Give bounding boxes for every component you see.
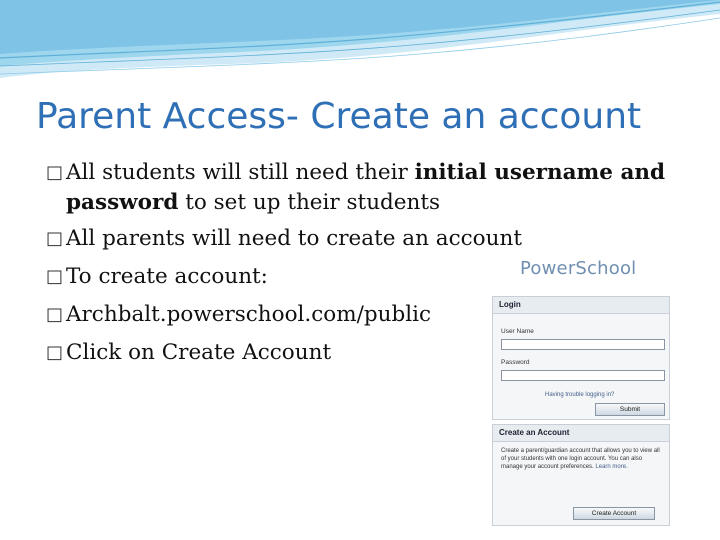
powerschool-screenshot (492, 258, 670, 526)
bullet-marker-icon: □ (46, 342, 64, 363)
bullet-marker-icon: □ (46, 162, 64, 183)
bullet-text-continued: to set up their students (178, 190, 441, 215)
create-account-panel (492, 424, 670, 526)
bullet-bold-text: initial username and password (66, 160, 666, 215)
powerschool-logo: PowerSchool (520, 258, 637, 279)
create-account-button[interactable]: Create Account (573, 507, 655, 520)
bullet-text: All parents will need to create an account (66, 226, 522, 251)
learn-more-link[interactable]: Learn more. (595, 464, 628, 470)
bullet-marker-icon: □ (46, 304, 64, 325)
bullet-text: All students will still need their (66, 160, 415, 185)
bullet-marker-icon: □ (46, 228, 64, 249)
bullet-text: Click on Create Account (66, 340, 332, 365)
bullet-item (46, 158, 686, 218)
create-account-description-text: Create a parent/guardian account that allows you to view all of your students with one login account. You can also manage your account preferences. (501, 448, 660, 470)
create-account-heading: Create an Account (493, 425, 669, 442)
create-account-description (501, 447, 661, 471)
slide-title: Parent Access- Create an account (36, 96, 642, 137)
password-input[interactable] (501, 370, 665, 381)
username-input[interactable] (501, 339, 665, 350)
header-wave-decoration (0, 0, 720, 90)
bullet-item (46, 224, 686, 254)
password-label: Password (501, 359, 530, 366)
bullet-text: Archbalt.powerschool.com/public (66, 302, 432, 327)
bullet-marker-icon: □ (46, 266, 64, 287)
trouble-logging-in-link[interactable]: Having trouble logging in? (545, 392, 615, 398)
login-heading: Login (493, 297, 669, 314)
bullet-text: To create account: (66, 264, 268, 289)
login-panel (492, 296, 670, 420)
username-label: User Name (501, 328, 534, 335)
submit-button[interactable]: Submit (595, 403, 665, 416)
